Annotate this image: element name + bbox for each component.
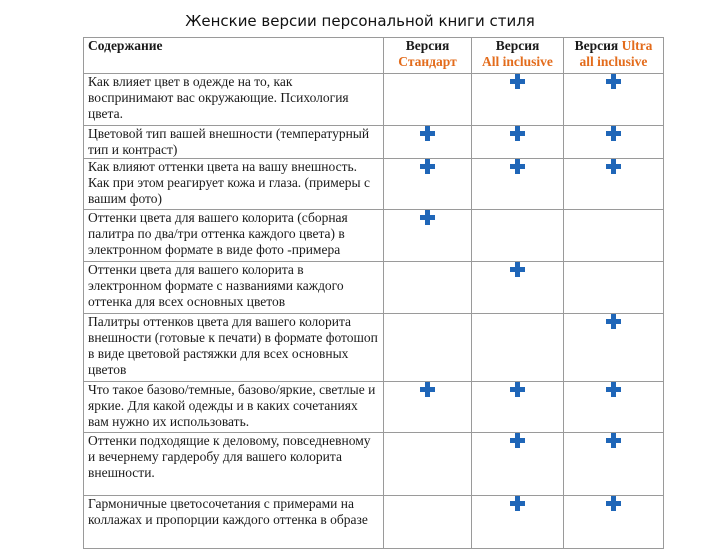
header-ultra-accent: Ultra bbox=[621, 38, 653, 53]
header-standard bbox=[384, 38, 472, 74]
row-topic: Как влияют оттенки цвета на вашу внешность. Как при этом реагирует кожа и глаза. (примеры с вашим фото) bbox=[84, 159, 384, 210]
table-row bbox=[84, 314, 664, 382]
mark-cell-all-inclusive bbox=[472, 126, 564, 159]
row-topic: Оттенки цвета для вашего колорита в электронном формате с названиями каждого оттенка для всех основных цветов bbox=[84, 262, 384, 314]
header-standard-sub: Стандарт bbox=[398, 54, 457, 69]
table-row bbox=[84, 433, 664, 496]
mark-cell-standard bbox=[384, 210, 472, 262]
mark-cell-ultra bbox=[564, 74, 664, 126]
mark-cell-ultra bbox=[564, 382, 664, 433]
header-all-inclusive-top: Версия bbox=[495, 38, 540, 53]
mark-cell-all-inclusive bbox=[472, 210, 564, 262]
mark-cell-ultra bbox=[564, 126, 664, 159]
mark-cell-all-inclusive bbox=[472, 74, 564, 126]
mark-cell-standard bbox=[384, 433, 472, 496]
mark-cell-all-inclusive bbox=[472, 382, 564, 433]
header-content bbox=[84, 38, 384, 74]
row-topic: Оттенки подходящие к деловому, повседневному и вечернему гардеробу для вашего колорита внешности. bbox=[84, 433, 384, 496]
plus-icon bbox=[510, 262, 525, 277]
mark-cell-all-inclusive bbox=[472, 262, 564, 314]
plus-icon bbox=[420, 210, 435, 225]
plus-icon bbox=[510, 496, 525, 511]
table-row bbox=[84, 262, 664, 314]
plus-icon bbox=[606, 159, 621, 174]
versions-table bbox=[83, 37, 664, 549]
mark-cell-standard bbox=[384, 126, 472, 159]
header-all-inclusive bbox=[472, 38, 564, 74]
plus-icon bbox=[420, 382, 435, 397]
mark-cell-ultra bbox=[564, 262, 664, 314]
mark-cell-standard bbox=[384, 314, 472, 382]
table-header-row bbox=[84, 38, 664, 74]
mark-cell-ultra bbox=[564, 433, 664, 496]
plus-icon bbox=[510, 126, 525, 141]
mark-cell-all-inclusive bbox=[472, 159, 564, 210]
table-row bbox=[84, 74, 664, 126]
plus-icon bbox=[606, 433, 621, 448]
row-topic: Палитры оттенков цвета для вашего колорита внешности (готовые к печати) в формате фотошоп в виде цветовой растяжки для всех основных цветов bbox=[84, 314, 384, 382]
mark-cell-standard bbox=[384, 159, 472, 210]
plus-icon bbox=[510, 433, 525, 448]
plus-icon bbox=[510, 382, 525, 397]
mark-cell-all-inclusive bbox=[472, 496, 564, 549]
header-standard-top: Версия bbox=[405, 38, 450, 53]
plus-icon bbox=[606, 74, 621, 89]
plus-icon bbox=[606, 126, 621, 141]
mark-cell-standard bbox=[384, 74, 472, 126]
header-ultra-sub: all inclusive bbox=[579, 54, 648, 69]
table-row bbox=[84, 210, 664, 262]
row-topic: Гармоничные цветосочетания с примерами на коллажах и пропорции каждого оттенка в образе bbox=[84, 496, 384, 549]
table-row bbox=[84, 382, 664, 433]
table-body bbox=[84, 74, 664, 549]
plus-icon bbox=[510, 74, 525, 89]
mark-cell-all-inclusive bbox=[472, 433, 564, 496]
row-topic: Как влияет цвет в одежде на то, как воспринимают вас окружающие. Психология цвета. bbox=[84, 74, 384, 126]
table-row bbox=[84, 496, 664, 549]
mark-cell-ultra bbox=[564, 314, 664, 382]
table-row bbox=[84, 159, 664, 210]
page-title: Женские версии персональной книги стиля bbox=[185, 12, 535, 30]
mark-cell-ultra bbox=[564, 210, 664, 262]
mark-cell-ultra bbox=[564, 159, 664, 210]
mark-cell-all-inclusive bbox=[472, 314, 564, 382]
header-content-label: Содержание bbox=[88, 38, 163, 53]
plus-icon bbox=[606, 314, 621, 329]
plus-icon bbox=[606, 496, 621, 511]
plus-icon bbox=[510, 159, 525, 174]
plus-icon bbox=[420, 126, 435, 141]
mark-cell-standard bbox=[384, 496, 472, 549]
table-row bbox=[84, 126, 664, 159]
header-ultra bbox=[564, 38, 664, 74]
row-topic: Что такое базово/темные, базово/яркие, светлые и яркие. Для какой одежды и в каких сочетаниях вам нужно их использовать. bbox=[84, 382, 384, 433]
row-topic: Цветовой тип вашей внешности (температурный тип и контраст) bbox=[84, 126, 384, 159]
plus-icon bbox=[606, 382, 621, 397]
mark-cell-standard bbox=[384, 382, 472, 433]
header-ultra-top: Версия bbox=[574, 38, 619, 53]
plus-icon bbox=[420, 159, 435, 174]
row-topic: Оттенки цвета для вашего колорита (сборная палитра по два/три оттенка каждого цвета) в электронном формате в виде фото -примера bbox=[84, 210, 384, 262]
header-all-inclusive-sub: All inclusive bbox=[482, 54, 553, 69]
mark-cell-standard bbox=[384, 262, 472, 314]
mark-cell-ultra bbox=[564, 496, 664, 549]
